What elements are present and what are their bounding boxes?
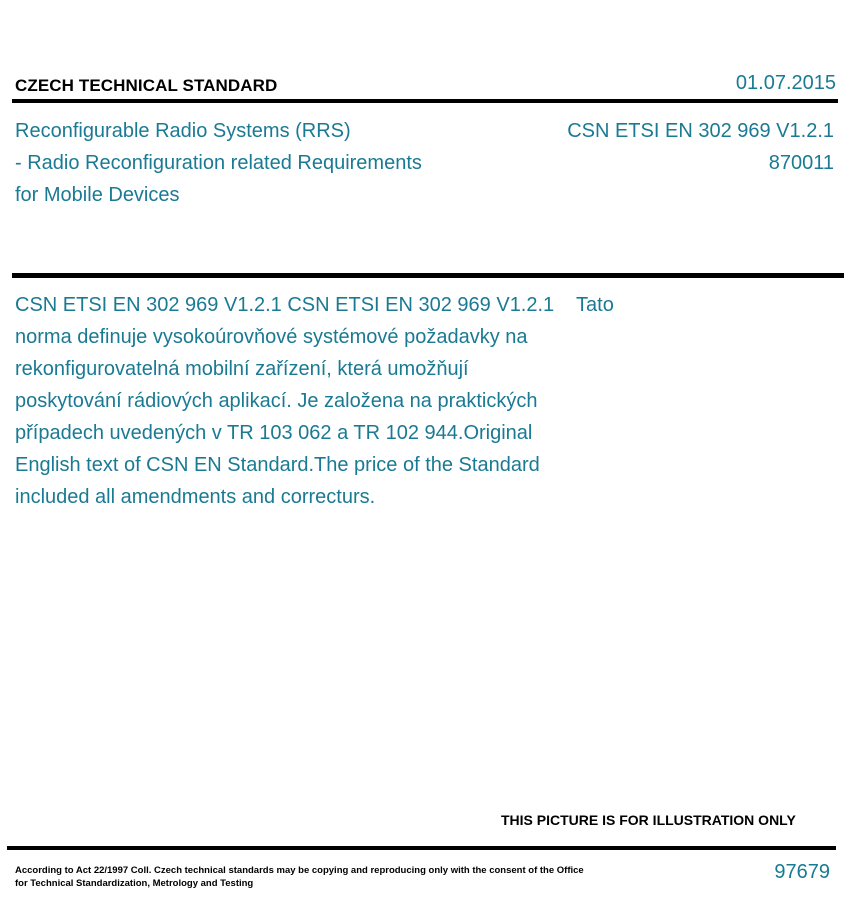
legal-line: According to Act 22/1997 Coll. Czech technical standards may be copying and reproducing only with the consent of the Office — [15, 865, 584, 876]
description-line: případech uvedených v TR 103 062 a TR 102 944.Original — [15, 422, 533, 444]
description-line: poskytování rádiových aplikací. Je založena na praktických — [15, 390, 538, 412]
title-line: for Mobile Devices — [15, 184, 180, 206]
description-line: English text of CSN EN Standard.The price of the Standard — [15, 454, 540, 476]
header-divider — [12, 99, 838, 103]
standard-code: CSN ETSI EN 302 969 V1.2.1 — [567, 120, 834, 142]
publication-date: 01.07.2015 — [735, 72, 836, 94]
description-line: CSN ETSI EN 302 969 V1.2.1 CSN ETSI EN 302 969 V1.2.1 Tato — [15, 294, 614, 316]
document-number: 97679 — [774, 861, 830, 883]
description-line: rekonfigurovatelná mobilní zařízení, která umožňují — [15, 358, 469, 380]
document-title — [15, 115, 485, 211]
section-divider — [12, 273, 844, 278]
standard-identifier — [567, 115, 834, 179]
title-line: - Radio Reconfiguration related Requirements — [15, 152, 422, 174]
standard-description — [15, 289, 675, 513]
illustration-notice: THIS PICTURE IS FOR ILLUSTRATION ONLY — [501, 812, 796, 828]
footer-divider — [7, 846, 836, 850]
description-line: norma definuje vysokoúrovňové systémové požadavky na — [15, 326, 528, 348]
catalog-number: 870011 — [768, 152, 834, 174]
description-line: included all amendments and correcturs. — [15, 486, 376, 508]
title-line: Reconfigurable Radio Systems (RRS) — [15, 120, 351, 142]
legal-line: for Technical Standardization, Metrology and Testing — [15, 878, 254, 889]
document-type-label: CZECH TECHNICAL STANDARD — [15, 76, 278, 95]
legal-notice — [15, 864, 585, 890]
